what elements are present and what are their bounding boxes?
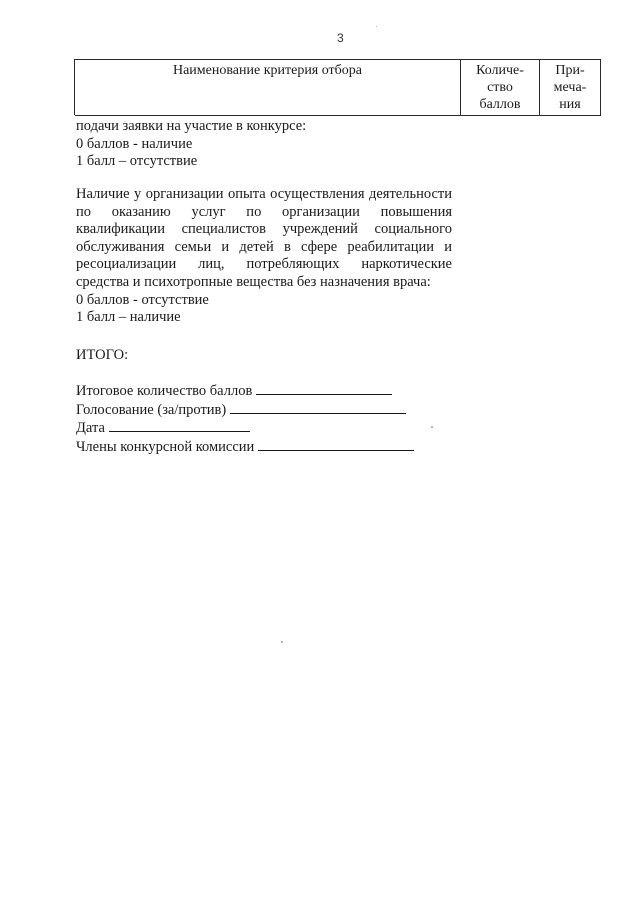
date-label: Дата: [76, 420, 105, 437]
criterion-description: Наличие у организации опыта осуществления деятельности по оказанию услуг по организации повышения квалификации специалистов учреждений социального обслуживания семьи и детей в сфере реабилитации и ресоциализации лиц, потребляющих наркотические средства и психотропные вещества без назначения врача:: [76, 186, 452, 290]
criterion-text-line: подачи заявки на участие в конкурсе:: [76, 118, 307, 134]
criterion-experience: [76, 186, 452, 327]
column-score-line: баллов: [479, 97, 521, 112]
scan-speck: [431, 426, 433, 428]
vote-blank[interactable]: [230, 401, 406, 414]
scan-speck: [376, 26, 377, 27]
total-score-label: Итоговое количество баллов: [76, 383, 253, 399]
column-score-line: ство: [487, 80, 513, 95]
page-number: 3: [337, 31, 344, 45]
members-blank[interactable]: [258, 438, 414, 451]
members-line: [76, 438, 476, 457]
vote-line: [76, 401, 476, 420]
members-label: Члены конкурсной комиссии: [76, 438, 255, 455]
criterion-application-continuation: [76, 118, 452, 171]
criterion-option: 0 баллов - наличие: [76, 135, 193, 152]
column-score: [461, 60, 540, 116]
criterion-option: 1 балл – отсутствие: [76, 153, 198, 170]
column-notes-line: При-: [555, 63, 585, 78]
column-criterion-name: Наименование критерия отбора: [75, 60, 461, 116]
summary-heading: ИТОГО:: [76, 347, 129, 363]
column-notes-line: ния: [559, 97, 581, 112]
total-score-line: [76, 382, 476, 401]
total-score-blank[interactable]: [256, 382, 392, 395]
scan-speck: [281, 641, 283, 643]
column-score-line: Количе-: [476, 63, 524, 78]
summary-fields: [76, 382, 476, 456]
date-blank[interactable]: [109, 419, 250, 432]
criterion-option: 1 балл – наличие: [76, 309, 181, 326]
vote-label: Голосование (за/против): [76, 401, 227, 418]
column-notes: [540, 60, 601, 116]
criterion-option: 0 баллов - отсутствие: [76, 291, 209, 308]
date-line: [76, 419, 476, 438]
column-notes-line: меча-: [553, 80, 587, 95]
criteria-table-header: [74, 59, 601, 116]
